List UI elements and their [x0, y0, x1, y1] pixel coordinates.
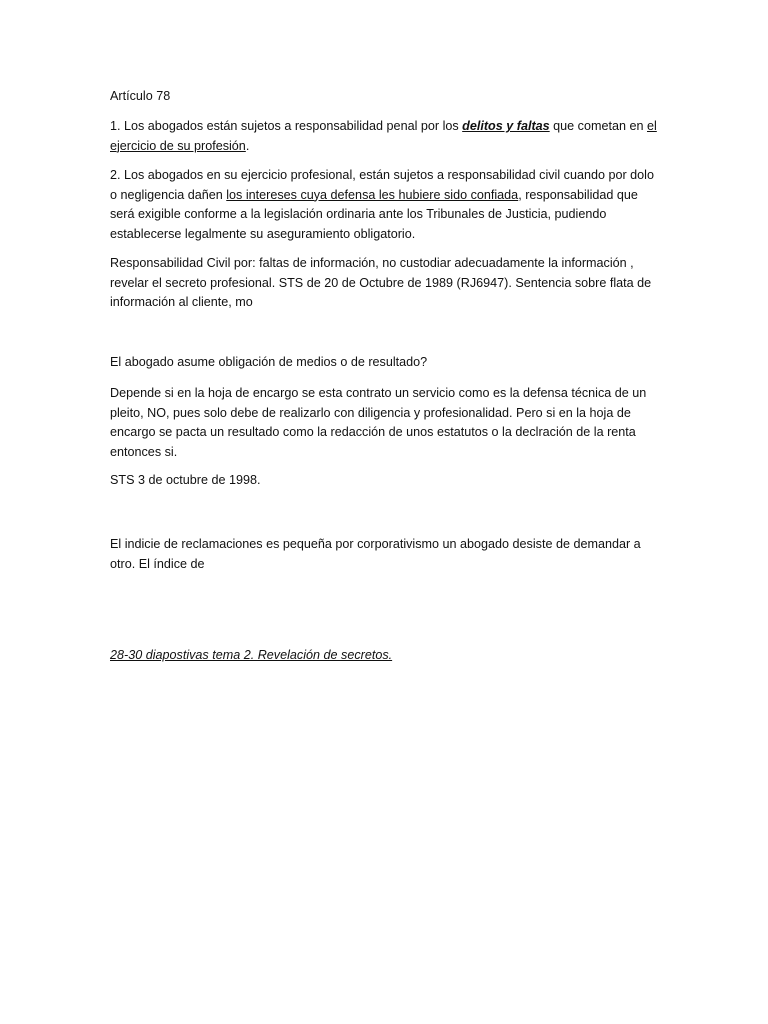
text-run: 2. Los abogados en su ejercicio profesional, están sujetos a responsabilidad civil cuando por dolo o negligencia dañen	[110, 168, 654, 202]
text-run: .	[245, 138, 250, 153]
text-run-underlined: el ejercicio de su profesión	[110, 119, 657, 153]
text-run: que cometan en	[549, 119, 647, 133]
paragraph-claims-index: El indicie de reclamaciones es pequeña por corporativismo un abogado desiste de demandar a otro. El índice de	[110, 537, 641, 571]
paragraph-slides-note: 28-30 diapostivas tema 2. Revelación de secretos.	[110, 648, 393, 662]
paragraph-sts-reference: STS 3 de octubre de 1998.	[110, 473, 261, 487]
paragraph-civil-responsibility	[110, 166, 660, 244]
paragraph-answer: Depende si en la hoja de encargo se esta contrato un servicio como es la defensa técnica de un pleito, NO, pues solo debe de realizarlo con diligencia y profesionalidad. Pero si en la hoja de encargo se pacta un resultado como la redacción de unos estatutos o la declración de la renta entonces si.	[110, 386, 647, 459]
text-run-emphasis: delitos y faltas	[462, 119, 550, 133]
article-heading: Artículo 78	[110, 89, 171, 103]
paragraph-civil-causes: Responsabilidad Civil por: faltas de información, no custodiar adecuadamente la información , revelar el secreto profesional. STS de 20 de Octubre de 1989 (RJ6947). Sentencia sobre flata de información al cliente, mo	[110, 256, 652, 309]
text-run-underlined: los intereses cuya defensa les hubiere sido confiada	[226, 187, 519, 202]
text-run: , responsabilidad que será exigible conforme a la legislación ordinaria ante los Tribunales de Justicia, pudiendo establecerse legalmente su aseguramiento obligatorio.	[110, 187, 638, 241]
paragraph-question: El abogado asume obligación de medios o de resultado?	[110, 355, 428, 369]
paragraph-penal-responsibility	[110, 117, 660, 156]
text-run: 1. Los abogados están sujetos a responsabilidad penal por los	[110, 119, 463, 133]
